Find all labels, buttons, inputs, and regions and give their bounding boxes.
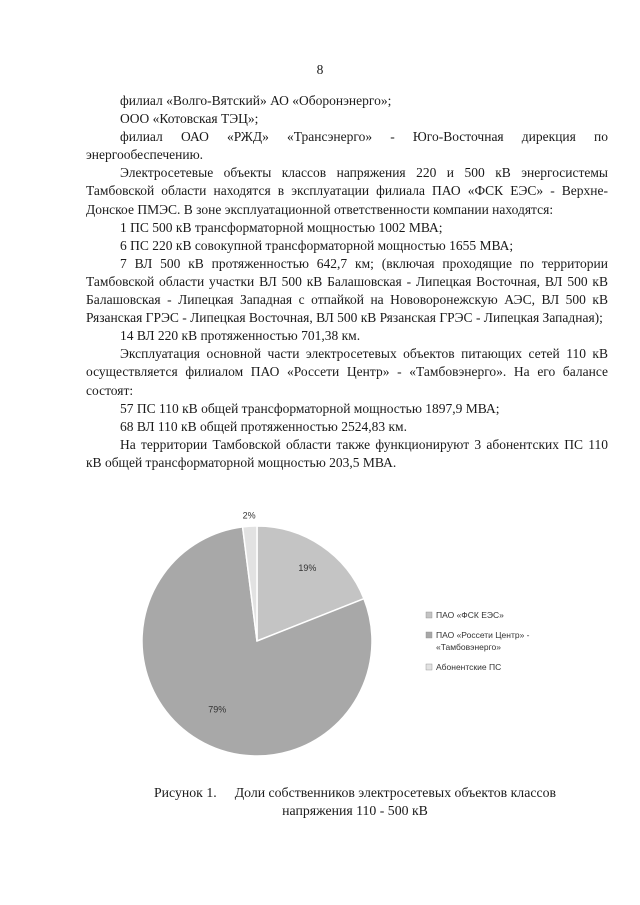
- caption-label: Рисунок 1.: [154, 785, 217, 800]
- legend-swatch: [426, 632, 432, 638]
- caption-line-1: Доли собственников электросетевых объектов классов: [234, 785, 556, 800]
- paragraph: 6 ПС 220 кВ совокупной трансформаторной мощностью 1655 МВА;: [120, 237, 514, 253]
- paragraph: Электросетевые объекты классов напряжения 220 и 500 кВ энергосистемы Тамбовской области находятся в эксплуатации филиала ПАО «ФСК ЕЭС» - Верхне-Донское ПМЭС. В зоне эксплуатационной ответственности компании находятся:: [86, 165, 608, 217]
- legend-label: ПАО «Россети Центр» -: [436, 630, 530, 640]
- paragraph: На территории Тамбовской области также функционируют 3 абонентских ПС 110 кВ общей трансформаторной мощностью 203,5 МВА.: [86, 436, 608, 470]
- caption-line-2: напряжения 110 - 500 кВ: [282, 803, 428, 818]
- paragraph: 1 ПС 500 кВ трансформаторной мощностью 1002 МВА;: [120, 219, 443, 235]
- legend-item-rosseti-center: [426, 630, 530, 652]
- legend-item-fsk-ees: [426, 610, 504, 620]
- slice-label-fsk-ees: 19%: [298, 562, 317, 573]
- page-number: 8: [316, 62, 324, 77]
- pie-slices: [142, 526, 372, 756]
- legend-label: ПАО «ФСК ЕЭС»: [436, 610, 504, 620]
- legend-label: Абонентские ПС: [436, 662, 502, 672]
- paragraph: ООО «Котовская ТЭЦ»;: [120, 111, 259, 127]
- ownership-pie-chart: [140, 508, 600, 760]
- slice-label-rosseti-center: 79%: [208, 704, 227, 715]
- paragraph: филиал «Волго-Вятский» АО «Оборонэнерго»;: [120, 93, 392, 108]
- paragraph: 57 ПС 110 кВ общей трансформаторной мощностью 1897,9 МВА;: [120, 400, 500, 416]
- paragraph: Эксплуатация основной части электросетевых объектов питающих сетей 110 кВ осуществляется филиалом ПАО «Россети Центр» - «Тамбовэнерго». На его балансе состоят:: [86, 346, 608, 398]
- legend-item-subscriber-ps: [426, 662, 501, 672]
- legend-swatch: [426, 612, 432, 618]
- figure-caption: [120, 784, 590, 820]
- paragraph: 7 ВЛ 500 кВ протяженностью 642,7 км; (включая проходящие по территории Тамбовской области участки ВЛ 500 кВ Балашовская - Липецкая Восточная, ВЛ 500 кВ Балашовская - Липецкая Западная с отпайкой на Нововоронежскую АЭС, ВЛ 500 кВ Рязанская ГРЭС - Липецкая Восточная, ВЛ 500 кВ Рязанская ГРЭС - Липецкая Западная);: [86, 255, 608, 326]
- slice-label-subscriber-ps: 2%: [242, 510, 256, 521]
- body-text: [86, 92, 608, 472]
- pie-legend: [426, 610, 530, 672]
- legend-swatch: [426, 664, 432, 670]
- paragraph: 14 ВЛ 220 кВ протяженностью 701,38 км.: [120, 328, 361, 344]
- legend-label: «Тамбовэнерго»: [436, 642, 501, 652]
- paragraph: 68 ВЛ 110 кВ общей протяженностью 2524,83 км.: [120, 418, 407, 434]
- paragraph: филиал ОАО «РЖД» «Трансэнерго» - Юго-Восточная дирекция по энергообеспечению.: [86, 129, 608, 163]
